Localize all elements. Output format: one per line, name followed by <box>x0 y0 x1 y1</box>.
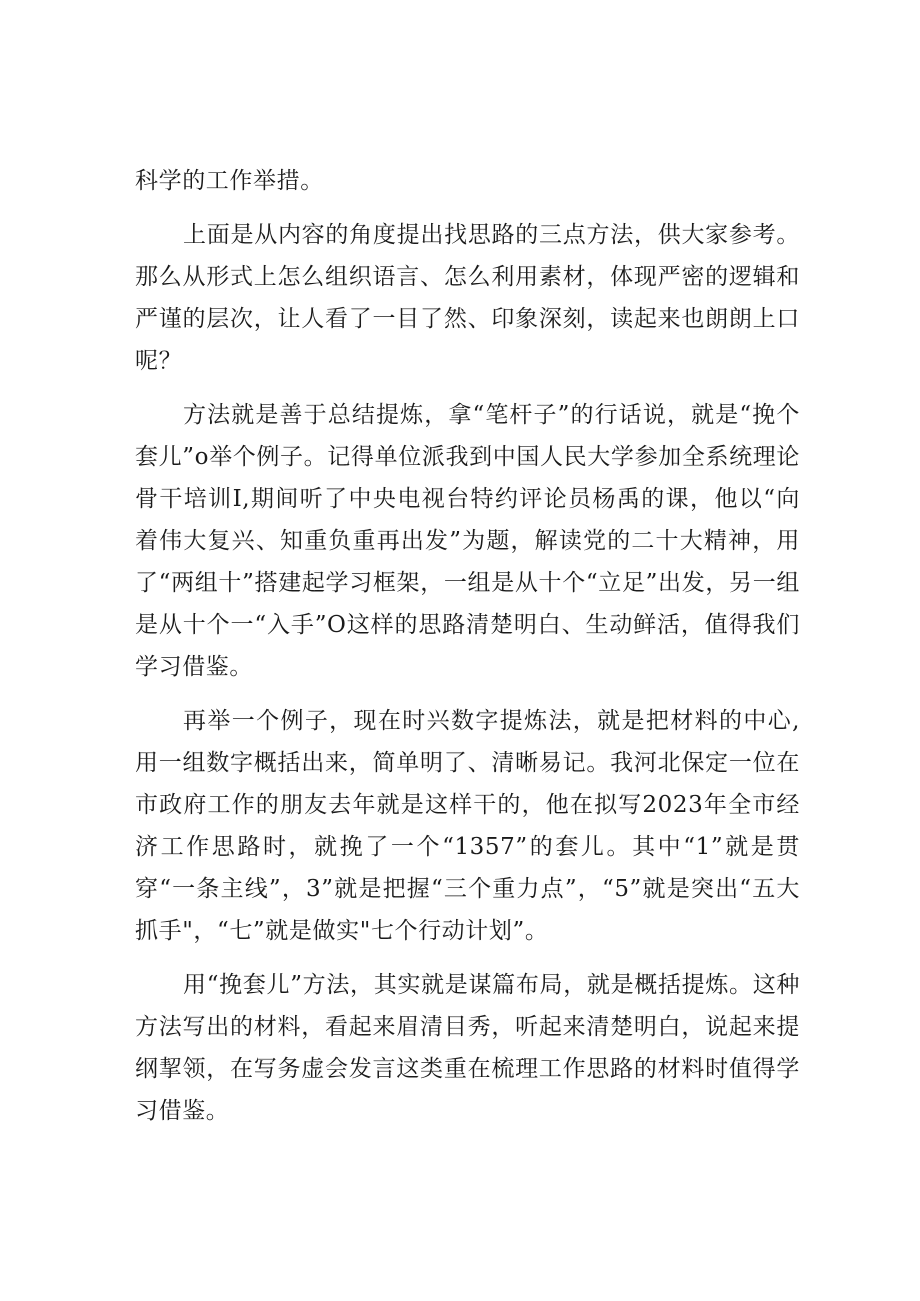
paragraph-conclusion: 用“挽套儿”方法，其实就是谋篇布局，就是概括提炼。这种方法写出的材料，看起来眉清目秀，听起来清楚明白，说起来提纲挈领，在写务虚会发言这类重在梳理工作思路的材料时值得学习借鉴。 <box>135 972 800 1124</box>
paragraph-content-methods: 上面是从内容的角度提出找思路的三点方法，供大家参考。那么从形式上怎么组织语言、怎么利用素材，体现严密的逻辑和严谨的层次，让人看了一目了然、印象深刻，读起来也朗朗上口呢？ <box>135 222 800 374</box>
document-body <box>135 160 800 1144</box>
paragraph-number-method: 再举一个例子，现在时兴数字提炼法，就是把材料的中心,用一组数字概括出来，简单明了、清晰易记。我河北保定一位在市政府工作的朋友去年就是这样干的，他在拟写2023年全市经济工作思路时，就挽了一个“1357”的套儿。其中“1”就是贯穿“一条主线”，3”就是把握“三个重力点”，“5”就是突出“五大抓手"，“七”就是做实"七个行动计划”。 <box>135 708 800 944</box>
paragraph-summarize-method: 方法就是善于总结提炼，拿“笔杆子”的行话说，就是“挽个套儿”o举个例子。记得单位派我到中国人民大学参加全系统理论骨干培训I,期间听了中央电视台特约评论员杨禹的课，他以“向着伟大复兴、知重负重再出发”为题，解读党的二十大精神，用了“两组十”搭建起学习框架，一组是从十个“立足”出发，另一组是从十个一“入手”O这样的思路清楚明白、生动鲜活，值得我们学习借鉴。 <box>135 402 800 680</box>
paragraph-continuation: 科学的工作举措。 <box>135 168 324 194</box>
